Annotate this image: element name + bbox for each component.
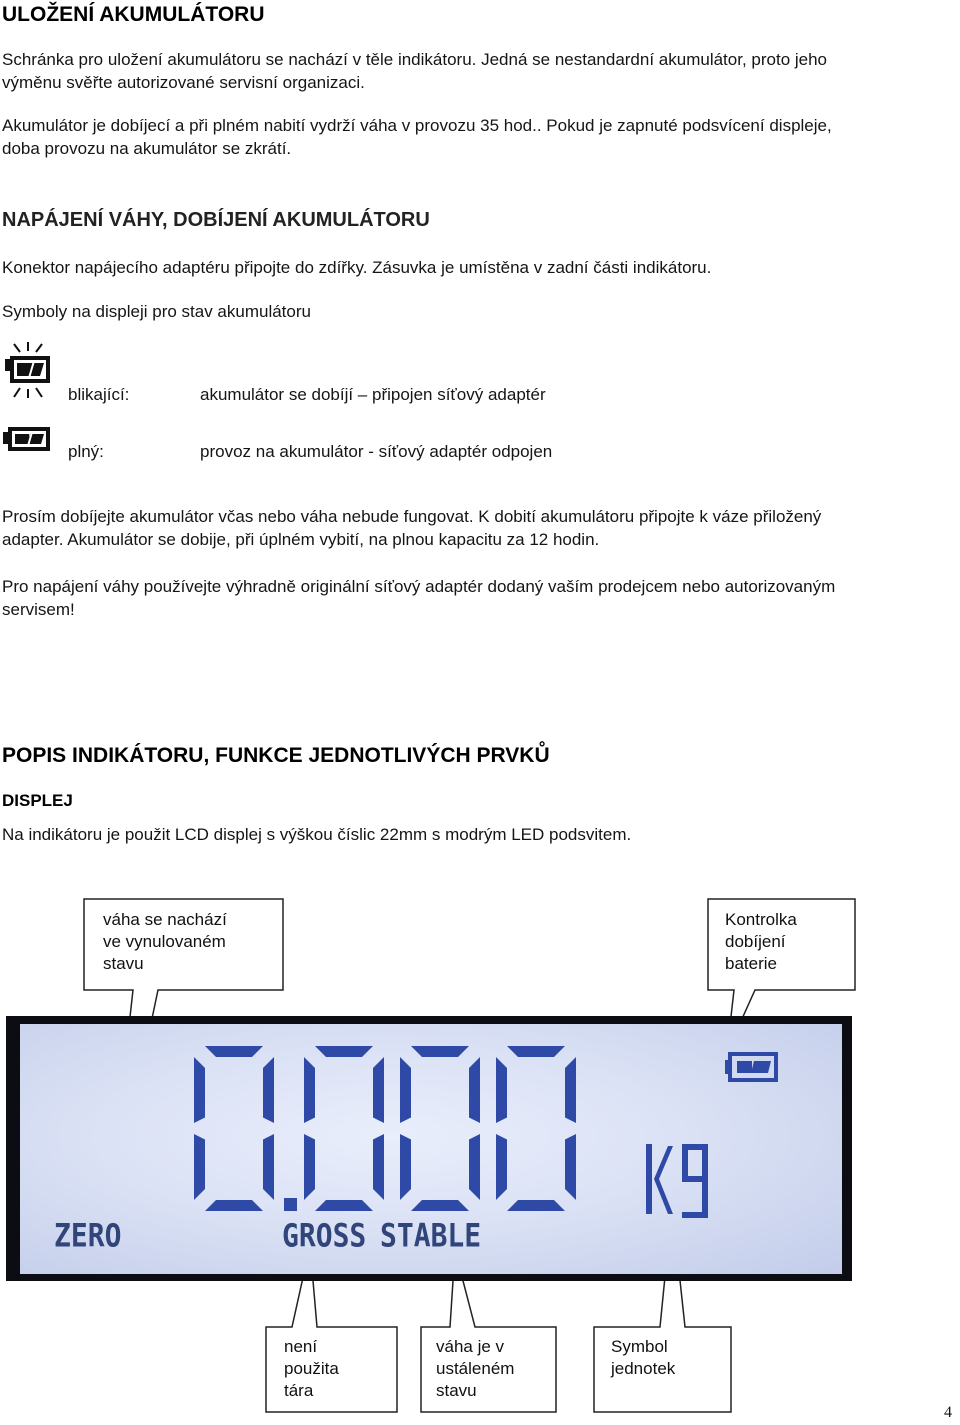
section-title-power-charging: NAPÁJENÍ VÁHY, DOBÍJENÍ AKUMULÁTORU bbox=[2, 209, 430, 231]
paragraph-storage-line2: výměnu svěřte autorizované servisní organizaci. bbox=[2, 73, 365, 92]
lcd-battery-indicator-icon bbox=[725, 1054, 776, 1080]
lcd-unit-g-bottom bbox=[682, 1212, 708, 1218]
paragraph-storage-line1: Schránka pro uložení akumulátoru se nachází v těle indikátoru. Jedná se nestandardní akumulátor, proto jeho bbox=[2, 50, 828, 69]
subtitle-display: DISPLEJ bbox=[2, 791, 73, 810]
lcd-digit-1-seg-c bbox=[373, 1134, 384, 1200]
lcd-digit-2-seg-a bbox=[411, 1046, 469, 1057]
symbol-desc-blinking: akumulátor se dobíjí – připojen síťový adaptér bbox=[200, 385, 546, 404]
lcd-unit-k-arm-lower bbox=[654, 1179, 673, 1214]
symbol-label-full: plný: bbox=[68, 442, 104, 461]
lcd-digit-2-seg-e bbox=[400, 1134, 411, 1200]
paragraph-charge-line2: adapter. Akumulátor se dobije, při úplném vybití, na plnou kapacitu za 12 hodin. bbox=[2, 530, 600, 549]
lcd-digit-3-seg-f bbox=[496, 1057, 507, 1123]
section-title-indicator: POPIS INDIKÁTORU, FUNKCE JEDNOTLIVÝCH PRVKŮ bbox=[2, 744, 550, 767]
paragraph-connector: Konektor napájecího adaptéru připojte do zdířky. Zásuvka je umístěna v zadní části indikátoru. bbox=[2, 258, 712, 277]
lcd-unit-k-arm-upper bbox=[654, 1146, 673, 1179]
symbols-intro: Symboly na displeji pro stav akumulátoru bbox=[2, 302, 311, 321]
lcd-zero-label: ZERO bbox=[54, 1216, 122, 1255]
callout-stable-text: váha je v ustáleném stavu bbox=[436, 1337, 515, 1400]
paragraph-adapter-line2: servisem! bbox=[2, 600, 75, 619]
lcd-digit-3-seg-e bbox=[496, 1134, 507, 1200]
lcd-digit-2-seg-b bbox=[469, 1057, 480, 1123]
lcd-digit-1-seg-d bbox=[315, 1200, 373, 1211]
lcd-display-photo bbox=[6, 1016, 852, 1281]
lcd-digit-3-seg-a bbox=[507, 1046, 565, 1057]
lcd-decimal-point bbox=[284, 1198, 297, 1211]
paragraph-adapter-line1: Pro napájení váhy používejte výhradně originální síťový adaptér dodaný vaším prodejcem nebo autorizovaným bbox=[2, 577, 836, 596]
lcd-unit-k-stem bbox=[646, 1144, 652, 1214]
lcd-digit-2-seg-c bbox=[469, 1134, 480, 1200]
page-number: 4 bbox=[944, 1404, 952, 1421]
lcd-stable-label: STABLE bbox=[380, 1216, 482, 1255]
lcd-digit-3-seg-c bbox=[565, 1134, 576, 1200]
lcd-gross-label: GROSS bbox=[282, 1216, 367, 1255]
lcd-digit-2-seg-f bbox=[400, 1057, 411, 1123]
paragraph-charge-line1: Prosím dobíjejte akumulátor včas nebo váha nebude fungovat. K dobití akumulátoru připojte k váze přiložený bbox=[2, 507, 822, 526]
symbol-desc-full: provoz na akumulátor - síťový adaptér odpojen bbox=[200, 442, 553, 461]
lcd-digit-0-seg-b bbox=[263, 1057, 274, 1123]
lcd-digit-3-seg-b bbox=[565, 1057, 576, 1123]
lcd-digit-0-seg-d bbox=[205, 1200, 263, 1211]
symbol-label-blinking: blikající: bbox=[68, 385, 130, 404]
lcd-digit-1-seg-b bbox=[373, 1057, 384, 1123]
callout-unit-text: Symbol jednotek bbox=[611, 1337, 676, 1378]
callout-zero-text: váha se nachází ve vynulovaném stavu bbox=[103, 910, 227, 973]
lcd-digit-1-seg-a bbox=[315, 1046, 373, 1057]
paragraph-runtime-line1: Akumulátor je dobíjecí a při plném nabití vydrží váha v provozu 35 hod.. Pokud je zapnuté podsvícení displeje, bbox=[2, 116, 832, 135]
lcd-unit-g-left bbox=[682, 1144, 688, 1180]
callout-gross-text: není použita tára bbox=[284, 1337, 339, 1400]
paragraph-runtime-line2: doba provozu na akumulátor se zkrátí. bbox=[2, 139, 292, 158]
section-title-battery-storage: ULOŽENÍ AKUMULÁTORU bbox=[2, 3, 265, 26]
lcd-digit-1-seg-f bbox=[304, 1057, 315, 1123]
lcd-digit-0-seg-f bbox=[194, 1057, 205, 1123]
lcd-unit-g-middle bbox=[682, 1176, 708, 1182]
lcd-digit-1-seg-e bbox=[304, 1134, 315, 1200]
lcd-digit-0-seg-a bbox=[205, 1046, 263, 1057]
lcd-digit-0-seg-e bbox=[194, 1134, 205, 1200]
lcd-digit-0-seg-c bbox=[263, 1134, 274, 1200]
lcd-digit-2-seg-d bbox=[411, 1200, 469, 1211]
callout-battery-text: Kontrolka dobíjení baterie bbox=[725, 910, 797, 973]
lcd-digit-3-seg-d bbox=[507, 1200, 565, 1211]
paragraph-display: Na indikátoru je použit LCD displej s výškou číslic 22mm s modrým LED podsvitem. bbox=[2, 825, 632, 844]
